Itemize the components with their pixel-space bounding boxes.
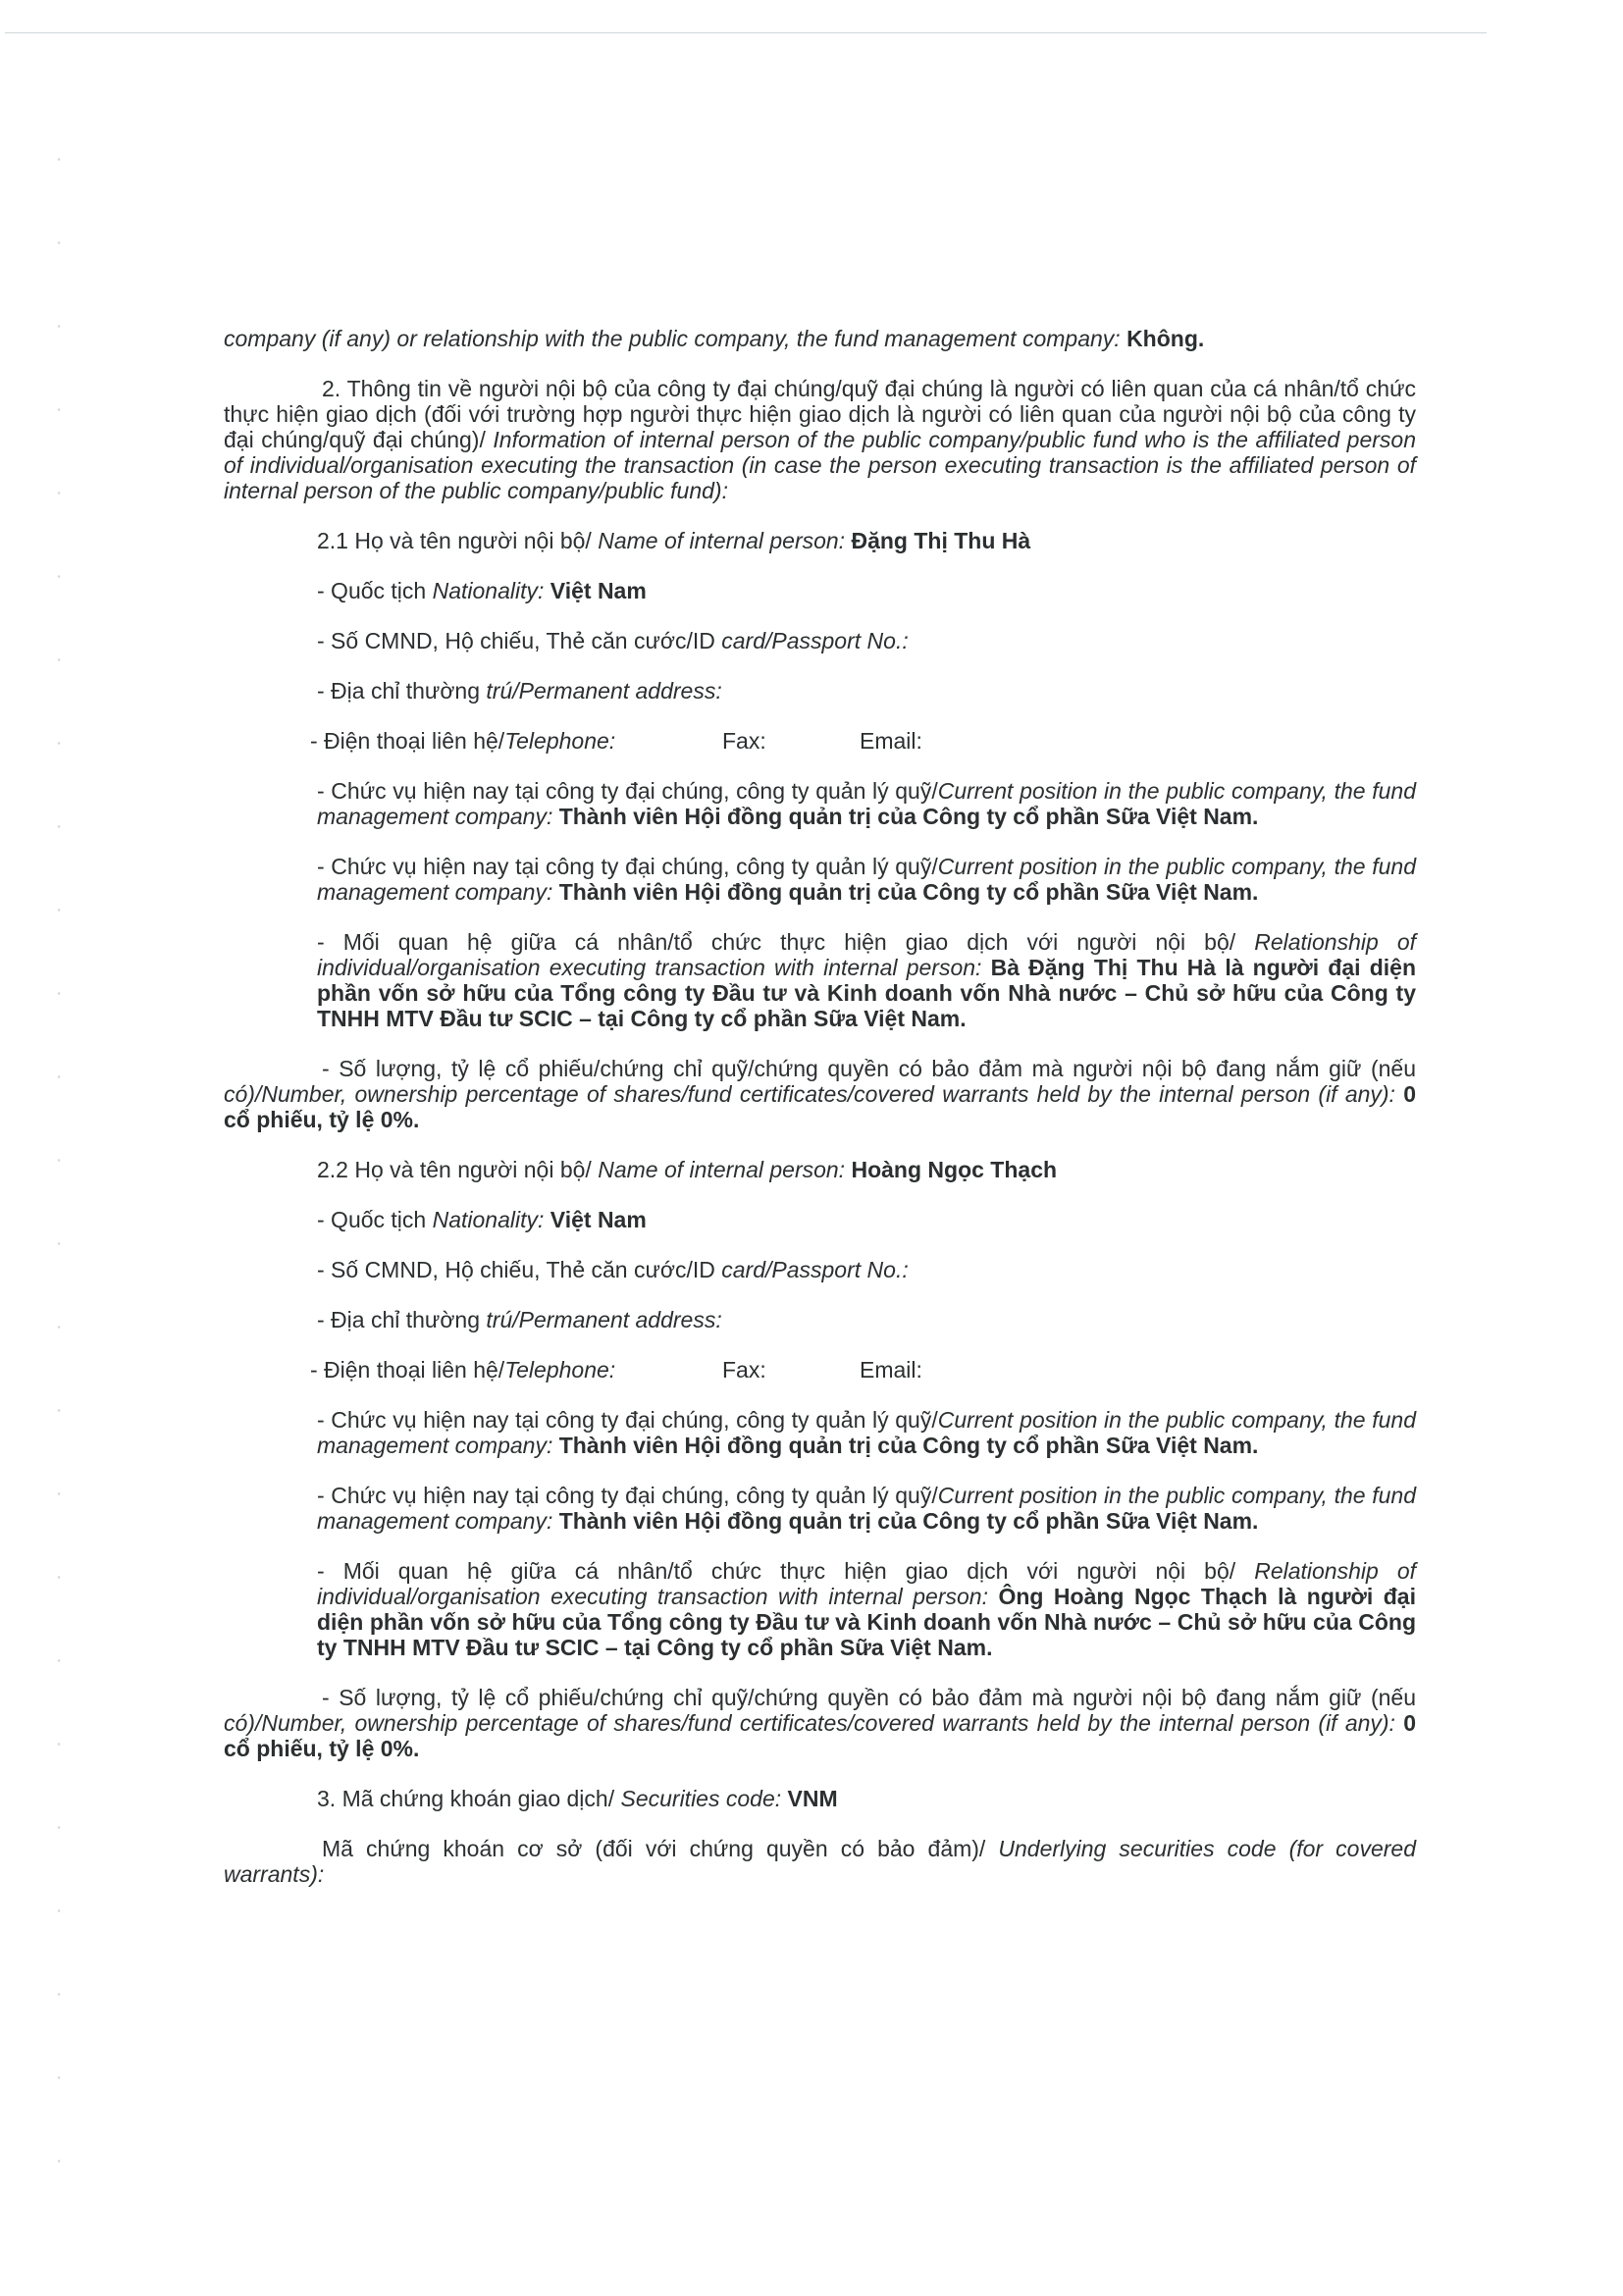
address-line: - Địa chỉ thường trú/Permanent address: <box>317 1307 722 1332</box>
underlying-code-line: Mã chứng khoán cơ sở (đối với chứng quyền có bảo đảm)/ Underlying securities code (for covered warrants): <box>224 1836 1416 1887</box>
internal-person-1 <box>224 528 1416 1132</box>
person-name: Đặng Thị Thu Hà <box>851 528 1031 553</box>
position-line-1: - Chức vụ hiện nay tại công ty đại chúng, công ty quản lý quỹ/Current position in the public company, the fund management company: Thành viên Hội đồng quản trị của Công ty cổ phần Sữa Việt Nam. <box>317 778 1416 829</box>
person-name: Hoàng Ngọc Thạch <box>851 1157 1058 1182</box>
holding-line: - Số lượng, tỷ lệ cổ phiếu/chứng chỉ quỹ/chứng quyền có bảo đảm mà người nội bộ đang nắm giữ (nếu có)/Number, ownership percentage of shares/fund certificates/covered warrants held by the internal person (if any): 0 cổ phiếu, tỷ lệ 0%. <box>224 1685 1417 1761</box>
securities-code-line: 3. Mã chứng khoán giao dịch/ Securities code: VNM <box>317 1786 838 1811</box>
nationality-line: - Quốc tịch Nationality: Việt Nam <box>317 578 647 603</box>
contact-line: - Điện thoại liên hệ/Telephone: Fax: Email: <box>310 728 922 754</box>
document-page <box>224 326 1416 1887</box>
nationality-line: - Quốc tịch Nationality: Việt Nam <box>317 1207 647 1232</box>
person-name-line: 2.2 Họ và tên người nội bộ/ Name of internal person: Hoàng Ngọc Thạch <box>317 1157 1058 1182</box>
position-line-1: - Chức vụ hiện nay tại công ty đại chúng, công ty quản lý quỹ/Current position in the public company, the fund management company: Thành viên Hội đồng quản trị của Công ty cổ phần Sữa Việt Nam. <box>317 1407 1416 1458</box>
relationship-line: - Mối quan hệ giữa cá nhân/tổ chức thực hiện giao dịch với người nội bộ/ Relationship of individual/organisation executing transaction with internal person: Ông Hoàng Ngọc Thạch là người đại diện phần vốn sở hữu của Tổng công ty Đầu tư và Kinh doanh vốn Nhà nước – Chủ sở hữu của Công ty TNHH MTV Đầu tư SCIC – tại Công ty cổ phần Sữa Việt Nam. <box>317 1558 1417 1660</box>
continuation-line: company (if any) or relationship with the public company, the fund management company: Không. <box>224 326 1205 351</box>
id-line: - Số CMND, Hộ chiếu, Thẻ căn cước/ID card/Passport No.: <box>317 1257 909 1282</box>
securities-code: VNM <box>787 1786 838 1811</box>
id-line: - Số CMND, Hộ chiếu, Thẻ căn cước/ID card/Passport No.: <box>317 628 909 653</box>
holding-line: - Số lượng, tỷ lệ cổ phiếu/chứng chỉ quỹ/chứng quyền có bảo đảm mà người nội bộ đang nắm giữ (nếu có)/Number, ownership percentage of shares/fund certificates/covered warrants held by the internal person (if any): 0 cổ phiếu, tỷ lệ 0%. <box>224 1056 1417 1132</box>
position-line-2: - Chức vụ hiện nay tại công ty đại chúng, công ty quản lý quỹ/Current position in the public company, the fund management company: Thành viên Hội đồng quản trị của Công ty cổ phần Sữa Việt Nam. <box>317 854 1416 905</box>
position-line-2: - Chức vụ hiện nay tại công ty đại chúng, công ty quản lý quỹ/Current position in the public company, the fund management company: Thành viên Hội đồng quản trị của Công ty cổ phần Sữa Việt Nam. <box>317 1483 1416 1534</box>
person-name-line: 2.1 Họ và tên người nội bộ/ Name of internal person: Đặng Thị Thu Hà <box>317 528 1031 553</box>
address-line: - Địa chỉ thường trú/Permanent address: <box>317 678 722 704</box>
scan-top-border <box>5 32 1487 33</box>
section-2-intro: 2. Thông tin về người nội bộ của công ty đại chúng/quỹ đại chúng là người có liên quan của cá nhân/tổ chức thực hiện giao dịch (đối với trường hợp người thực hiện giao dịch là người có liên quan của người nội bộ của công ty đại chúng/quỹ đại chúng)/ Information of internal person of the public company/public fund who is the affiliated person of individual/organisation executing the transaction (in case the person executing transaction is the affiliated person of internal person of the public company/public fund): <box>224 376 1416 503</box>
relationship-line: - Mối quan hệ giữa cá nhân/tổ chức thực hiện giao dịch với người nội bộ/ Relationship of individual/organisation executing transaction with internal person: Bà Đặng Thị Thu Hà là người đại diện phần vốn sở hữu của Tổng công ty Đầu tư và Kinh doanh vốn Nhà nước – Chủ sở hữu của Công ty TNHH MTV Đầu tư SCIC – tại Công ty cổ phần Sữa Việt Nam. <box>317 929 1417 1031</box>
contact-line: - Điện thoại liên hệ/Telephone: Fax: Email: <box>310 1357 922 1383</box>
internal-person-2 <box>224 1157 1416 1761</box>
scan-margin-specks <box>49 118 69 2178</box>
